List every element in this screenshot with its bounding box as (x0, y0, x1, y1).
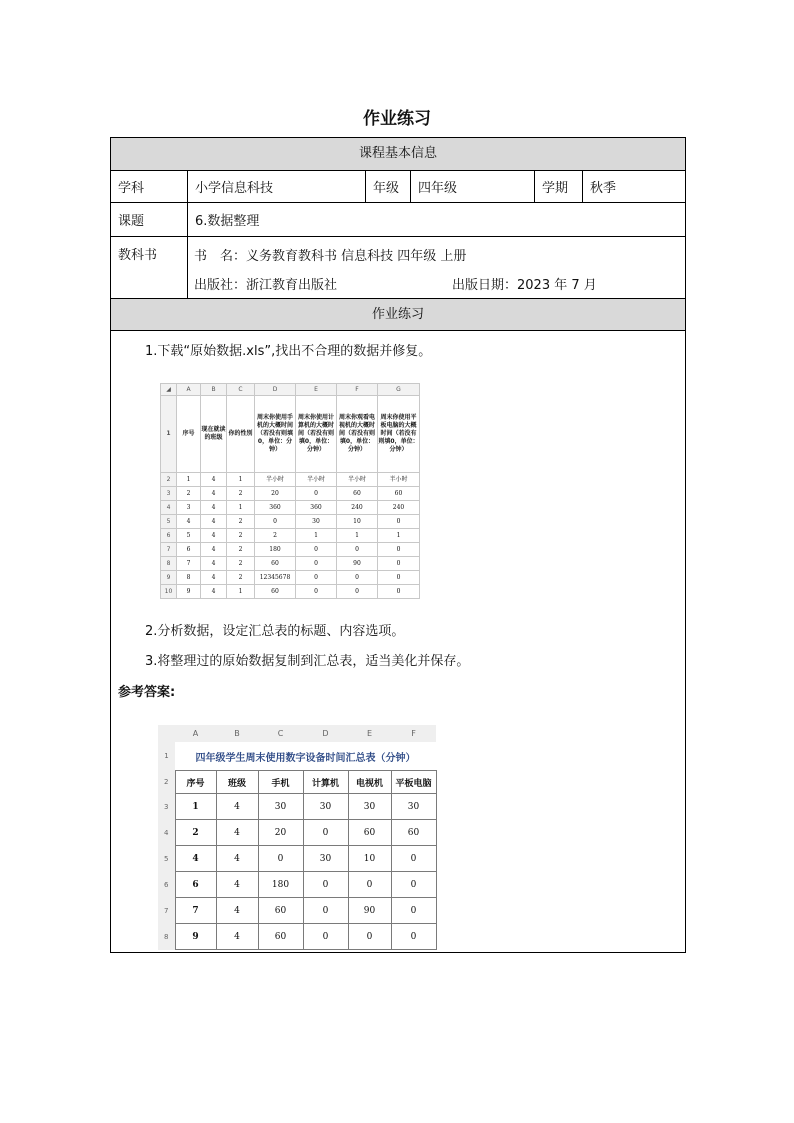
data-cell: 0 (391, 872, 436, 898)
data-cell: 4 (216, 924, 258, 950)
data-cell: 6 (175, 872, 216, 898)
table-row (158, 794, 436, 820)
data-cell: 20 (258, 820, 303, 846)
header-cell: 周末你使用平板电脑的大概时间（若没有则填0，单位：分钟） (378, 396, 420, 473)
column-header: F (337, 384, 378, 396)
data-cell: 180 (255, 543, 296, 557)
table-row (161, 543, 420, 557)
data-cell: 90 (337, 557, 378, 571)
header-cell: 平板电脑 (391, 771, 436, 794)
data-cell: 0 (303, 924, 348, 950)
data-cell: 4 (175, 846, 216, 872)
data-cell: 60 (391, 820, 436, 846)
column-header: E (348, 725, 391, 742)
task-2: 2.分析数据，设定汇总表的标题、内容选项。 (145, 624, 405, 639)
data-cell: 90 (348, 898, 391, 924)
data-cell: 0 (337, 543, 378, 557)
data-cell: 7 (175, 898, 216, 924)
course-info-header: 课程基本信息 (111, 138, 685, 171)
data-cell: 30 (303, 794, 348, 820)
exercise-header: 作业练习 (111, 299, 685, 331)
header-cell: 班级 (216, 771, 258, 794)
topic-row (111, 203, 685, 237)
data-cell: 10 (348, 846, 391, 872)
table-row (161, 557, 420, 571)
column-header: A (175, 725, 216, 742)
publisher-line: 出版社：浙江教育出版社 (194, 278, 338, 293)
table-row (158, 924, 436, 950)
data-cell: 4 (216, 794, 258, 820)
data-cell: 1 (227, 473, 255, 487)
data-cell: 240 (378, 501, 420, 515)
table-row (161, 487, 420, 501)
pubdate-line: 出版日期：2023 年 7 月 (452, 278, 597, 293)
data-cell: 8 (177, 571, 201, 585)
data-cell: 0 (378, 543, 420, 557)
data-cell: 4 (201, 571, 227, 585)
data-cell: 6 (177, 543, 201, 557)
term-label: 学期 (534, 171, 582, 202)
page-title: 作业练习 (363, 109, 431, 129)
topic-label: 课题 (118, 214, 145, 229)
data-cell: 2 (227, 515, 255, 529)
column-header: B (216, 725, 258, 742)
data-cell: 2 (255, 529, 296, 543)
table-row (158, 872, 436, 898)
data-cell: 0 (378, 515, 420, 529)
data-cell: 2 (227, 557, 255, 571)
data-cell: 9 (175, 924, 216, 950)
data-cell: 1 (378, 529, 420, 543)
data-cell: 0 (378, 557, 420, 571)
table-row (161, 571, 420, 585)
header-cell: 现在就读的班级 (201, 396, 227, 473)
data-cell: 2 (227, 529, 255, 543)
data-cell: 4 (216, 872, 258, 898)
data-cell: 0 (296, 585, 337, 599)
data-cell: 0 (337, 571, 378, 585)
row-number: 7 (158, 898, 175, 924)
row-number: 8 (158, 924, 175, 950)
summary-title: 四年级学生周末使用数字设备时间汇总表（分钟） (195, 752, 416, 764)
data-cell: 0 (296, 571, 337, 585)
data-cell: 2 (227, 487, 255, 501)
data-cell: 4 (177, 515, 201, 529)
data-cell: 0 (255, 515, 296, 529)
header-cell: 周末你使用手机的大概时间（若没有则填0，单位：分钟） (255, 396, 296, 473)
data-cell: 20 (255, 487, 296, 501)
data-cell: 2 (175, 820, 216, 846)
summary-spreadsheet-image (158, 725, 436, 942)
data-cell: 5 (177, 529, 201, 543)
data-cell: 0 (296, 543, 337, 557)
table-row (158, 820, 436, 846)
data-cell: 3 (177, 501, 201, 515)
data-cell: 4 (201, 487, 227, 501)
data-cell: 4 (201, 557, 227, 571)
data-cell: 30 (296, 515, 337, 529)
textbook-label: 教科书 (118, 247, 158, 263)
column-header: B (201, 384, 227, 396)
data-cell: 半小时 (378, 473, 420, 487)
book-line: 书 名：义务教育教科书 信息科技 四年级 上册 (194, 249, 467, 264)
data-cell: 60 (255, 557, 296, 571)
row-number: 1 (161, 396, 177, 473)
data-cell: 30 (303, 846, 348, 872)
header-cell: 计算机 (303, 771, 348, 794)
data-cell: 2 (227, 543, 255, 557)
grade-value: 四年级 (410, 171, 534, 202)
row-number: 9 (161, 571, 177, 585)
row-number: 2 (161, 473, 177, 487)
row-number: 5 (158, 846, 175, 872)
data-cell: 10 (337, 515, 378, 529)
data-cell: 4 (201, 585, 227, 599)
header-cell: 手机 (258, 771, 303, 794)
data-cell: 60 (258, 898, 303, 924)
column-header: D (255, 384, 296, 396)
data-cell: 4 (201, 501, 227, 515)
data-cell: 半小时 (296, 473, 337, 487)
data-cell: 60 (255, 585, 296, 599)
data-cell: 0 (378, 571, 420, 585)
column-header: A (177, 384, 201, 396)
grade-label: 年级 (365, 171, 410, 202)
column-header: F (391, 725, 436, 742)
task-1: 1.下载“原始数据.xls”,找出不合理的数据并修复。 (145, 344, 432, 359)
row-number: 4 (158, 820, 175, 846)
header-cell: 周末你观看电视机的大概时间（若没有则填0，单位：分钟） (337, 396, 378, 473)
subject-row (111, 171, 685, 203)
row-number: 5 (161, 515, 177, 529)
data-cell: 1 (337, 529, 378, 543)
data-cell: 4 (201, 515, 227, 529)
data-cell: 0 (258, 846, 303, 872)
data-cell: 0 (391, 924, 436, 950)
data-cell: 60 (337, 487, 378, 501)
table-row (158, 846, 436, 872)
data-cell: 1 (296, 529, 337, 543)
row-number: 1 (158, 742, 175, 771)
row-number: 4 (161, 501, 177, 515)
header-cell: 序号 (177, 396, 201, 473)
table-row (161, 501, 420, 515)
data-cell: 4 (201, 543, 227, 557)
data-cell: 0 (391, 898, 436, 924)
term-value: 秋季 (582, 171, 685, 202)
data-cell: 4 (216, 846, 258, 872)
row-number: 10 (161, 585, 177, 599)
data-cell: 4 (201, 473, 227, 487)
data-cell: 1 (175, 794, 216, 820)
data-cell: 360 (296, 501, 337, 515)
table-row (161, 529, 420, 543)
data-cell: 60 (378, 487, 420, 501)
data-cell: 半小时 (337, 473, 378, 487)
data-cell: 2 (177, 487, 201, 501)
answer-label: 参考答案: (118, 685, 176, 700)
row-number: 2 (158, 771, 175, 794)
column-header: E (296, 384, 337, 396)
data-cell: 60 (258, 924, 303, 950)
header-cell: 序号 (175, 771, 216, 794)
table-row (161, 515, 420, 529)
data-cell: 1 (227, 501, 255, 515)
topic-value: 6.数据整理 (187, 203, 685, 236)
data-cell: 30 (391, 794, 436, 820)
header-cell: 周末你使用计算机的大概时间（若没有则填0，单位：分钟） (296, 396, 337, 473)
data-cell: 0 (303, 898, 348, 924)
corner-cell (158, 725, 175, 742)
data-cell: 1 (227, 585, 255, 599)
data-cell: 0 (348, 924, 391, 950)
subject-label: 学科 (118, 181, 145, 196)
column-header: G (378, 384, 420, 396)
data-cell: 0 (391, 846, 436, 872)
header-cell: 你的性别 (227, 396, 255, 473)
data-cell: 30 (258, 794, 303, 820)
column-header: C (258, 725, 303, 742)
data-cell: 60 (348, 820, 391, 846)
data-cell: 240 (337, 501, 378, 515)
data-cell: 4 (216, 898, 258, 924)
data-cell: 0 (296, 557, 337, 571)
data-cell: 半小时 (255, 473, 296, 487)
corner-cell: ◢ (161, 384, 177, 396)
data-cell: 180 (258, 872, 303, 898)
row-number: 3 (161, 487, 177, 501)
data-cell: 4 (216, 820, 258, 846)
row-number: 8 (161, 557, 177, 571)
task-3: 3.将整理过的原始数据复制到汇总表，适当美化并保存。 (145, 654, 470, 669)
data-cell: 0 (378, 585, 420, 599)
table-row (158, 898, 436, 924)
row-number: 6 (158, 872, 175, 898)
data-cell: 30 (348, 794, 391, 820)
data-cell: 360 (255, 501, 296, 515)
row-number: 6 (161, 529, 177, 543)
data-cell: 7 (177, 557, 201, 571)
row-number: 3 (158, 794, 175, 820)
data-cell: 0 (303, 820, 348, 846)
column-header: D (303, 725, 348, 742)
data-cell: 2 (227, 571, 255, 585)
table-row (161, 473, 420, 487)
table-row (161, 585, 420, 599)
data-cell: 4 (201, 529, 227, 543)
data-cell: 1 (177, 473, 201, 487)
header-cell: 电视机 (348, 771, 391, 794)
textbook-row (111, 237, 685, 299)
data-cell: 0 (337, 585, 378, 599)
data-cell: 0 (303, 872, 348, 898)
subject-value: 小学信息科技 (187, 171, 365, 202)
column-header: C (227, 384, 255, 396)
row-number: 7 (161, 543, 177, 557)
data-cell: 0 (296, 487, 337, 501)
data-cell: 9 (177, 585, 201, 599)
raw-data-spreadsheet-image (160, 383, 419, 601)
data-cell: 0 (348, 872, 391, 898)
data-cell: 12345678 (255, 571, 296, 585)
